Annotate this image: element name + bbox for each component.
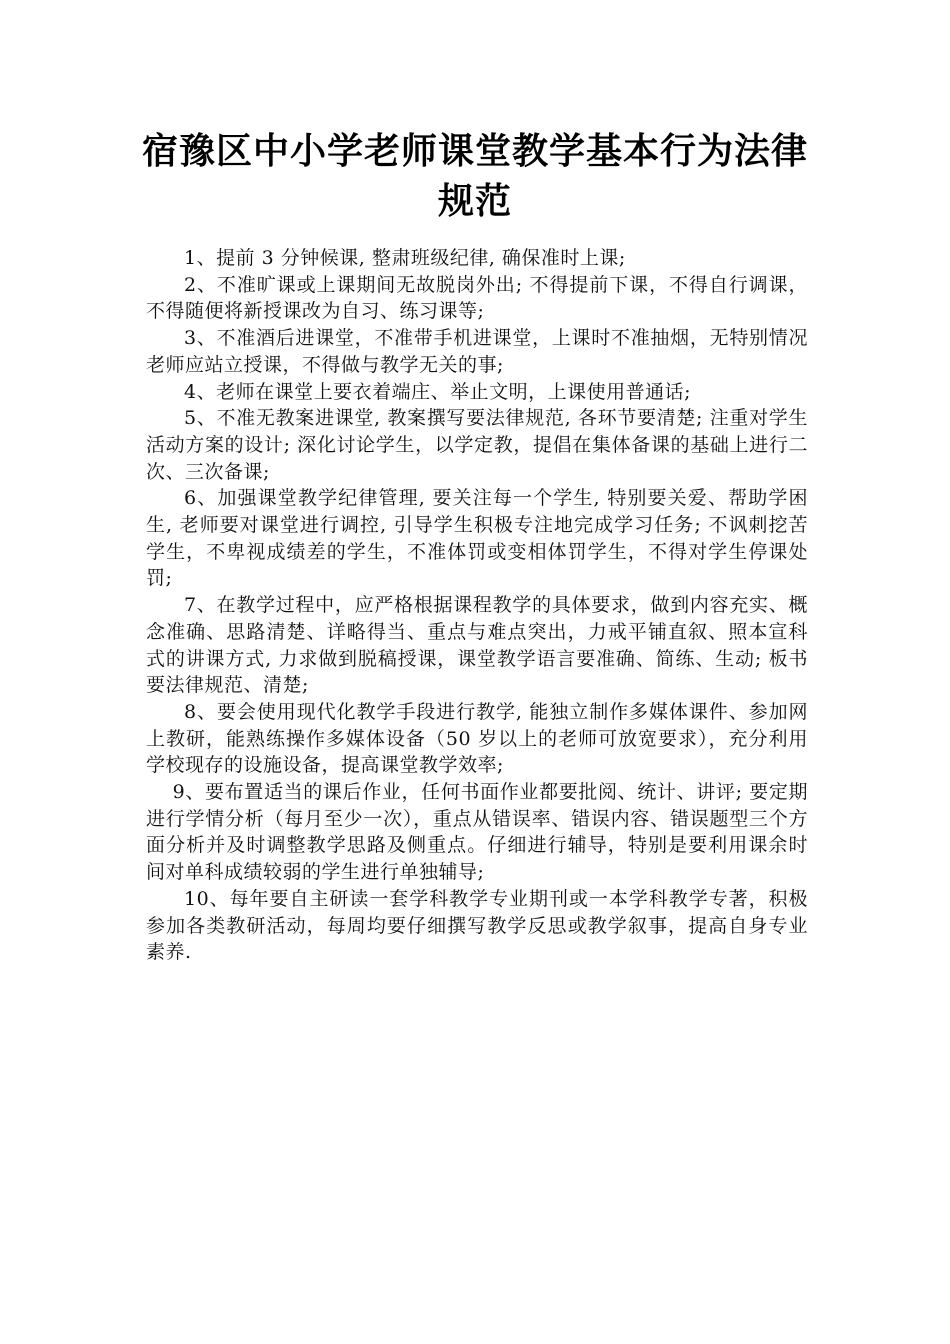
paragraph-1: 1、提前 3 分钟候课, 整肃班级纪律, 确保准时上课; <box>184 247 626 269</box>
document-title-line-1: 宿豫区中小学老师课堂教学基本行为法律 <box>141 130 808 172</box>
paragraph-4: 4、老师在课堂上要衣着端庄、举止文明，上课使用普通话; <box>184 380 691 403</box>
paragraph-6: 6、加强课堂教学纪律管理, 要关注每一个学生, 特别要关爱、帮助学困生, 老师要对课堂进行调控, 引导学生积极专注地完成学习任务; 不讽刺挖苦学生，不卑视成绩差的学生，不准体罚或变相体罚学生，不得对学生停课处罚; <box>146 487 808 590</box>
paragraph-7: 7、在教学过程中，应严格根据课程教学的具体要求，做到内容充实、概念准确、思路清楚、详略得当、重点与难点突出，力戒平铺直叙、照本宣科式的讲课方式, 力求做到脱稿授课，课堂教学语言要准确、简练、生动; 板书要法律规范、清楚; <box>146 594 808 697</box>
paragraph-5: 5、不准无教案进课堂, 教案撰写要法律规范, 各环节要清楚; 注重对学生活动方案的设计; 深化讨论学生，以学定教，提倡在集体备课的基础上进行二次、三次备课; <box>146 407 808 483</box>
paragraph-2: 2、不准旷课或上课期间无故脱岗外出; 不得提前下课，不得自行调课，不得随便将新授课改为自习、练习课等; <box>146 273 808 323</box>
paragraph-10: 10、每年要自主研读一套学科教学专业期刊或一本学科教学专著，积极参加各类教研活动，每周均要仔细撰写教学反思或教学叙事，提高自身专业素养. <box>146 887 808 964</box>
paragraph-3: 3、不准酒后进课堂，不准带手机进课堂，上课时不准抽烟，无特别情况老师应站立授课，不得做与教学无关的事; <box>146 327 808 376</box>
paragraph-9: 9、要布置适当的课后作业，任何书面作业都要批阅、统计、讲评; 要定期进行学情分析（每月至少一次），重点从错误率、错误内容、错误题型三个方面分析并及时调整教学思路及侧重点。仔细进行辅导，特别是要利用课余时间对单科成绩较弱的学生进行单独辅导; <box>146 781 808 884</box>
document-title <box>120 126 830 226</box>
document-title-line-2: 规范 <box>437 180 512 222</box>
document-body <box>146 245 808 966</box>
paragraph-8: 8、要会使用现代化教学手段进行教学, 能独立制作多媒体课件、参加网上教研，能熟练操作多媒体设备（50 岁以上的老师可放宽要求），充分利用学校现存的设施设备，提高课堂教学效率; <box>146 700 808 777</box>
